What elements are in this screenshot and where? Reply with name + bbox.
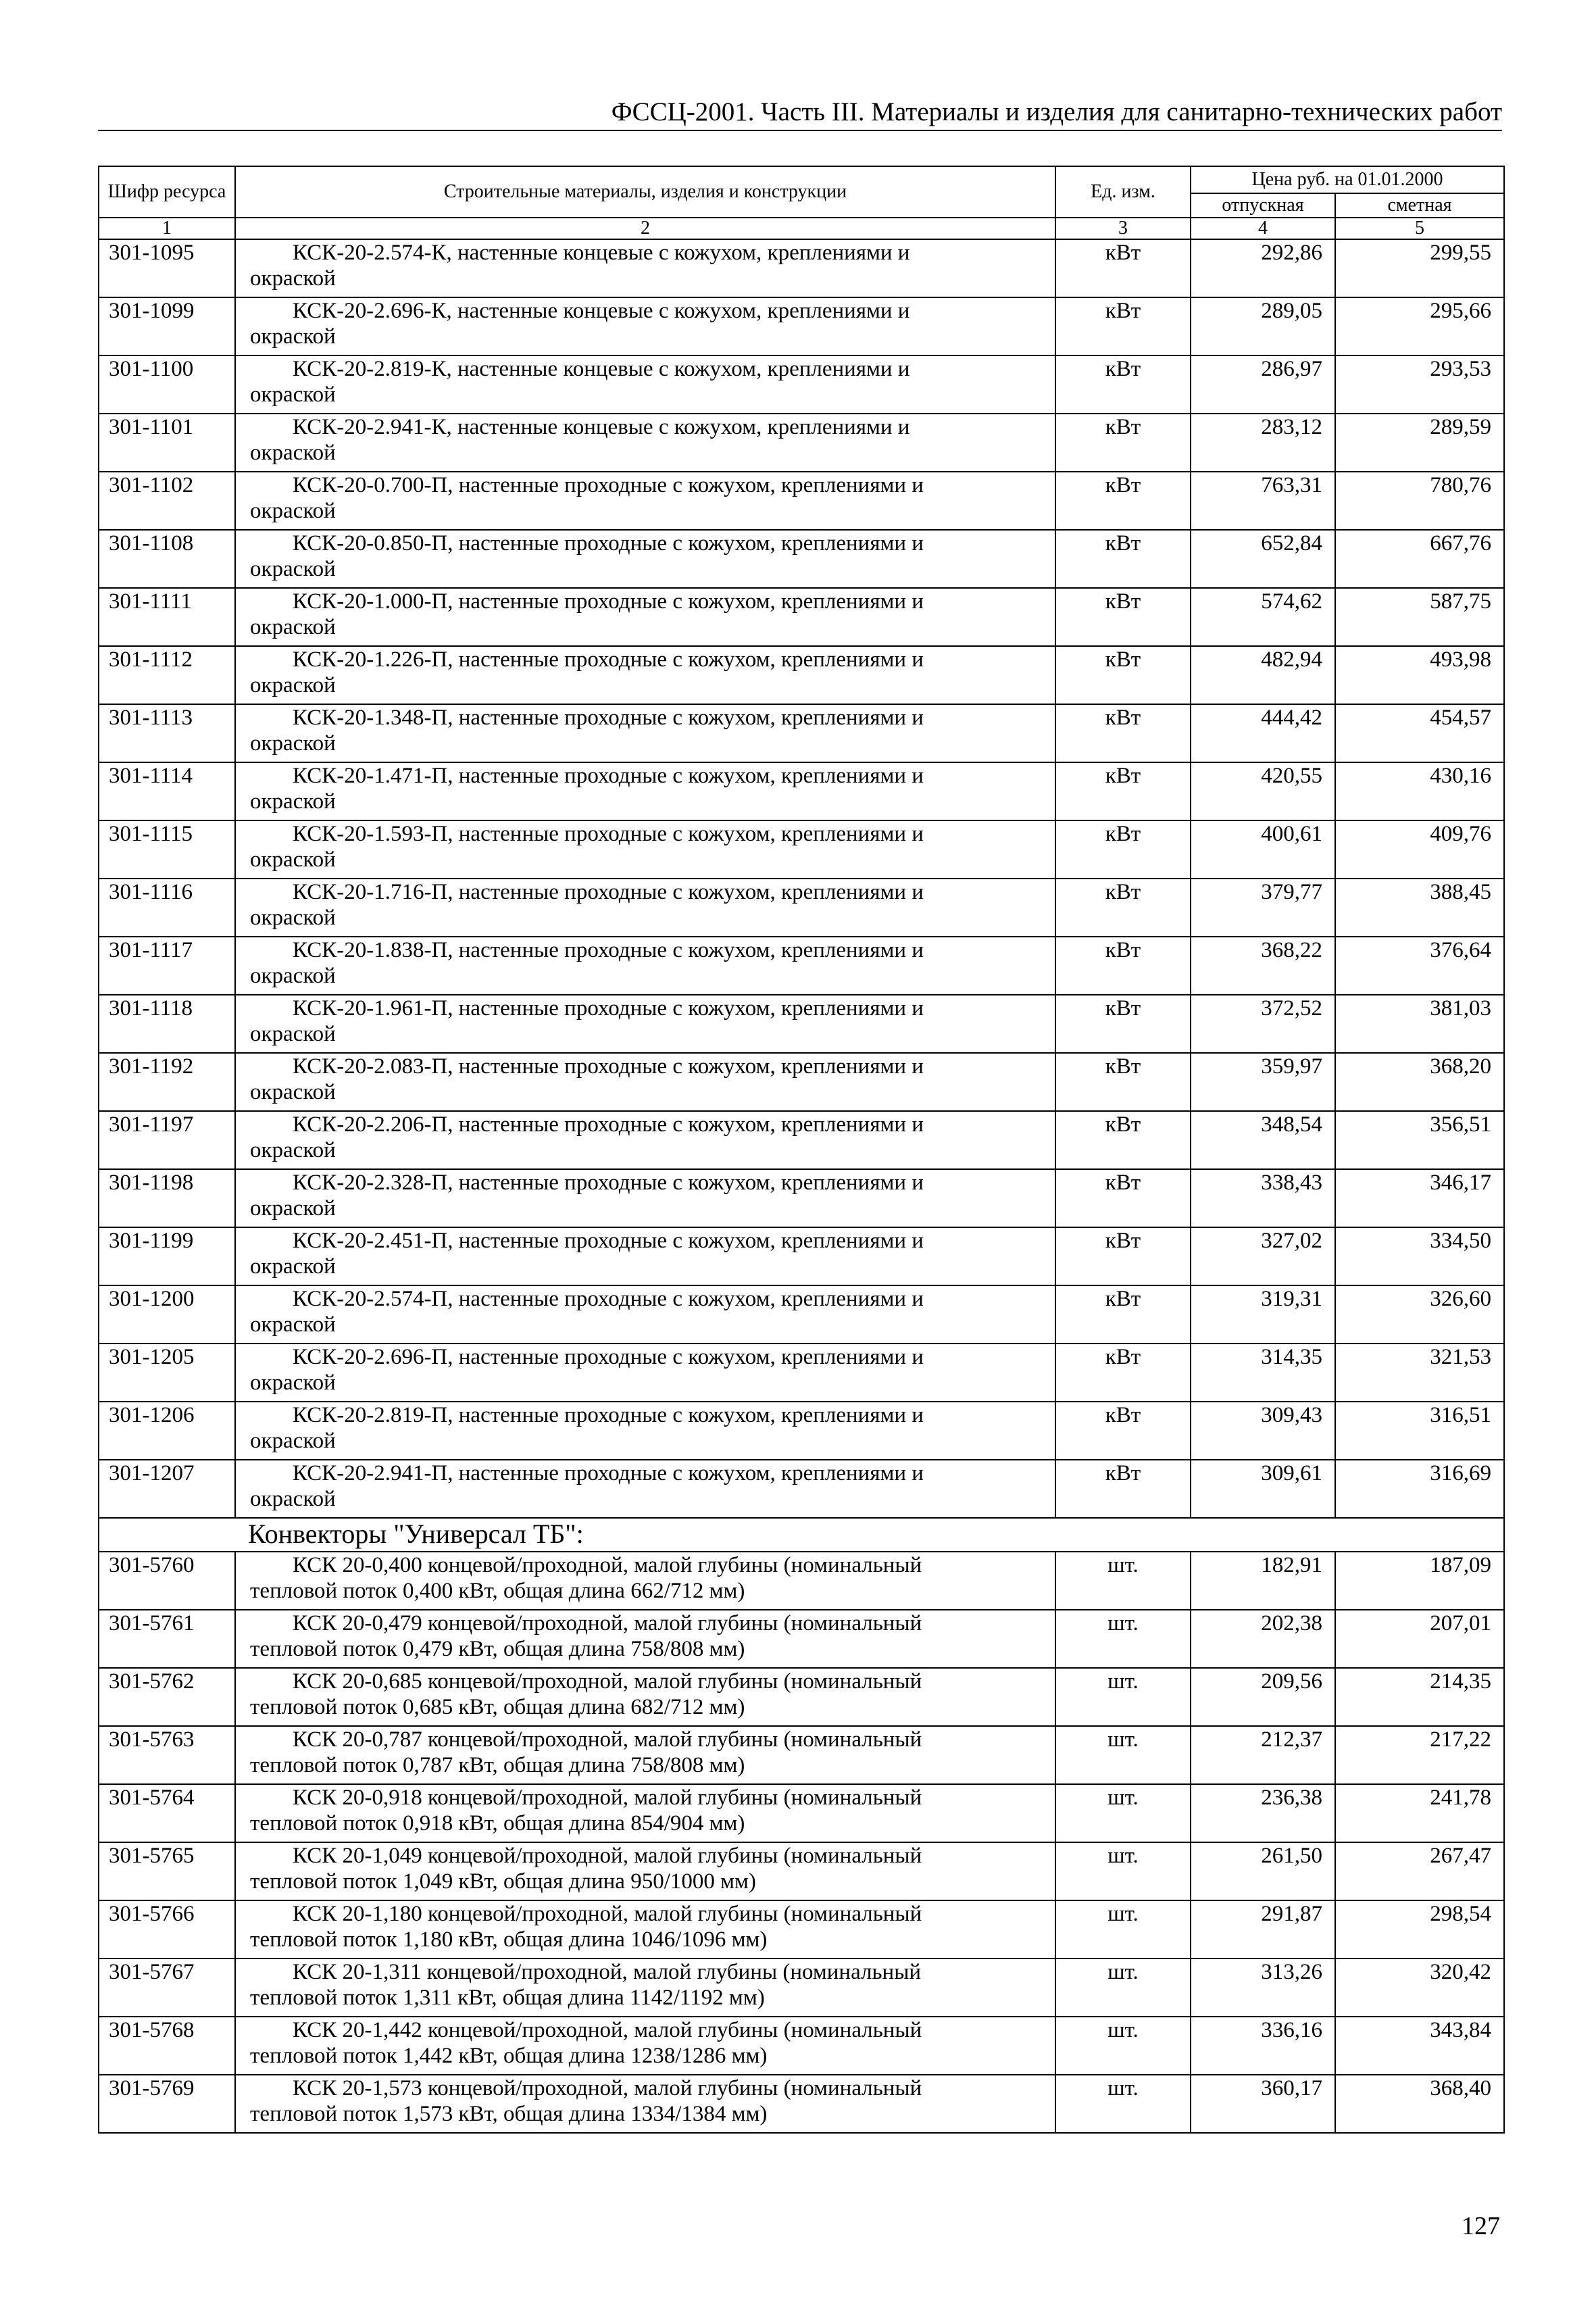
page-header-title: ФССЦ-2001. Часть III. Материалы и изделия для санитарно-технических работ [611,97,1502,126]
material-name [235,1726,1055,1784]
unit: шт. [1055,1726,1191,1784]
material-name-line1: КСК-20-1.000-П, настенные проходные с кожухом, креплениями и [293,589,924,614]
material-name [235,1285,1055,1344]
material-name [235,1227,1055,1285]
release-price: 338,43 [1191,1169,1335,1227]
unit: кВт [1055,239,1191,297]
release-price: 314,35 [1191,1344,1335,1402]
unit: кВт [1055,355,1191,414]
table-body-section-a [99,239,1504,1518]
table-row [99,1169,1504,1227]
material-name-line1: КСК 20-0,400 концевой/проходной, малой глубины (номинальный [293,1553,922,1577]
release-price: 283,12 [1191,414,1335,472]
column-index: 3 [1055,218,1191,239]
material-name [235,1610,1055,1668]
release-price: 372,52 [1191,995,1335,1053]
table-row [99,2017,1504,2075]
resource-code: 301-1118 [99,995,235,1053]
column-index-row [99,218,1504,239]
unit: шт. [1055,1784,1191,1842]
material-name [235,762,1055,820]
resource-code: 301-5764 [99,1784,235,1842]
resource-code: 301-5765 [99,1842,235,1900]
material-name-line2: тепловой поток 1,573 кВт, общая длина 1334/1384 мм) [250,2102,768,2126]
resource-code: 301-1206 [99,1402,235,1460]
material-name-line2: тепловой поток 1,442 кВт, общая длина 1238/1286 мм) [250,2044,768,2068]
col-header-release: отпускная [1191,193,1335,218]
estimate-price: 493,98 [1335,646,1504,704]
material-name-line2: тепловой поток 0,685 кВт, общая длина 682/712 мм) [250,1695,745,1719]
release-price: 400,61 [1191,820,1335,879]
estimate-price: 241,78 [1335,1784,1504,1842]
material-name [235,1842,1055,1900]
resource-code: 301-5761 [99,1610,235,1668]
release-price: 286,97 [1191,355,1335,414]
estimate-price: 356,51 [1335,1111,1504,1169]
unit: кВт [1055,762,1191,820]
col-header-code: Шифр ресурса [99,166,235,218]
material-name [235,355,1055,414]
material-name-line2: тепловой поток 0,787 кВт, общая длина 758/808 мм) [250,1753,745,1777]
release-price: 309,43 [1191,1402,1335,1460]
material-name-line2: окраской [250,1022,336,1046]
material-name-line2: окраской [250,615,336,639]
unit: кВт [1055,1053,1191,1111]
resource-code: 301-1095 [99,239,235,297]
column-index: 2 [235,218,1055,239]
resource-code: 301-5767 [99,1959,235,2017]
table-row [99,1959,1504,2017]
material-name-line2: тепловой поток 1,049 кВт, общая длина 950/1000 мм) [250,1869,756,1894]
material-name-line1: КСК-20-2.941-К, настенные концевые с кожухом, креплениями и [293,415,910,439]
material-name-line2: окраской [250,1487,336,1511]
material-name [235,1900,1055,1959]
unit: кВт [1055,1344,1191,1402]
unit: кВт [1055,820,1191,879]
table-row [99,588,1504,646]
resource-code: 301-1205 [99,1344,235,1402]
unit: шт. [1055,1900,1191,1959]
material-name [235,1959,1055,2017]
material-name-line1: КСК 20-1,311 концевой/проходной, малой глубины (номинальный [293,1960,922,1984]
material-name-line2: окраской [250,557,336,581]
release-price: 319,31 [1191,1285,1335,1344]
material-name [235,646,1055,704]
unit: кВт [1055,879,1191,937]
material-name-line1: КСК 20-0,787 концевой/проходной, малой глубины (номинальный [293,1727,922,1752]
table-row [99,704,1504,762]
material-name [235,588,1055,646]
table-row [99,1900,1504,1959]
material-name-line1: КСК-20-2.328-П, настенные проходные с кожухом, креплениями и [293,1171,924,1195]
resource-code: 301-1197 [99,1111,235,1169]
release-price: 182,91 [1191,1552,1335,1610]
unit: шт. [1055,1610,1191,1668]
release-price: 359,97 [1191,1053,1335,1111]
table-row [99,1842,1504,1900]
table-row [99,937,1504,995]
material-name-line2: окраской [250,324,336,349]
column-index: 4 [1191,218,1335,239]
unit: кВт [1055,1227,1191,1285]
resource-code: 301-5760 [99,1552,235,1610]
material-name-line2: окраской [250,673,336,697]
table-row [99,2075,1504,2133]
estimate-price: 298,54 [1335,1900,1504,1959]
release-price: 482,94 [1191,646,1335,704]
section-title: Конвекторы "Универсал ТБ": [99,1518,1504,1552]
material-name-line2: окраской [250,847,336,872]
material-name [235,995,1055,1053]
material-name-line1: КСК 20-0,685 концевой/проходной, малой глубины (номинальный [293,1669,922,1694]
estimate-price: 388,45 [1335,879,1504,937]
estimate-price: 343,84 [1335,2017,1504,2075]
resource-code: 301-1199 [99,1227,235,1285]
resource-code: 301-1200 [99,1285,235,1344]
material-name [235,937,1055,995]
material-name-line1: КСК 20-1,442 концевой/проходной, малой глубины (номинальный [293,2018,922,2042]
estimate-price: 320,42 [1335,1959,1504,2017]
unit: шт. [1055,1959,1191,2017]
unit: кВт [1055,414,1191,472]
material-name-line2: окраской [250,383,336,407]
release-price: 368,22 [1191,937,1335,995]
material-name-line1: КСК-20-2.819-К, настенные концевые с кожухом, креплениями и [293,357,910,381]
estimate-price: 293,53 [1335,355,1504,414]
resource-code: 301-1111 [99,588,235,646]
material-name-line2: окраской [250,499,336,523]
table-row [99,762,1504,820]
release-price: 313,26 [1191,1959,1335,2017]
material-name [235,239,1055,297]
material-name [235,2075,1055,2133]
unit: кВт [1055,704,1191,762]
estimate-price: 376,64 [1335,937,1504,995]
table-row [99,1402,1504,1460]
material-name-line1: КСК 20-1,180 концевой/проходной, малой глубины (номинальный [293,1902,922,1926]
material-name-line2: окраской [250,1138,336,1162]
estimate-price: 368,40 [1335,2075,1504,2133]
material-name-line1: КСК-20-1.961-П, настенные проходные с кожухом, креплениями и [293,996,924,1020]
section-row [99,1518,1504,1552]
unit: кВт [1055,1460,1191,1518]
estimate-price: 326,60 [1335,1285,1504,1344]
release-price: 209,56 [1191,1668,1335,1726]
table-row [99,530,1504,588]
table-row [99,995,1504,1053]
estimate-price: 299,55 [1335,239,1504,297]
release-price: 289,05 [1191,297,1335,355]
estimate-price: 295,66 [1335,297,1504,355]
material-name-line1: КСК 20-0,479 концевой/проходной, малой глубины (номинальный [293,1611,922,1635]
resource-code: 301-1207 [99,1460,235,1518]
table-row [99,1552,1504,1610]
material-name [235,1169,1055,1227]
col-header-price: Цена руб. на 01.01.2000 [1191,166,1504,193]
unit: кВт [1055,1169,1191,1227]
material-name-line1: КСК-20-2.696-К, настенные концевые с кожухом, креплениями и [293,299,910,323]
column-index: 1 [99,218,235,239]
resource-code: 301-1113 [99,704,235,762]
material-name [235,704,1055,762]
material-name-line1: КСК-20-1.226-П, настенные проходные с кожухом, креплениями и [293,647,924,672]
release-price: 574,62 [1191,588,1335,646]
material-name [235,1111,1055,1169]
page-header [98,95,1502,131]
table-row [99,1784,1504,1842]
material-name-line1: КСК 20-1,573 концевой/проходной, малой глубины (номинальный [293,2076,922,2100]
unit: кВт [1055,588,1191,646]
unit: кВт [1055,1285,1191,1344]
unit: шт. [1055,1552,1191,1610]
material-name-line1: КСК-20-2.451-П, настенные проходные с кожухом, креплениями и [293,1229,924,1253]
release-price: 444,42 [1191,704,1335,762]
material-name [235,1344,1055,1402]
material-name-line2: окраской [250,1429,336,1453]
material-name [235,414,1055,472]
table-row [99,1285,1504,1344]
material-name-line1: КСК-20-2.574-К, настенные концевые с кожухом, креплениями и [293,241,910,265]
material-name [235,472,1055,530]
estimate-price: 346,17 [1335,1169,1504,1227]
estimate-price: 267,47 [1335,1842,1504,1900]
table-row [99,646,1504,704]
table-row [99,472,1504,530]
material-name-line1: КСК-20-0.700-П, настенные проходные с кожухом, креплениями и [293,473,924,497]
estimate-price: 587,75 [1335,588,1504,646]
estimate-price: 289,59 [1335,414,1504,472]
material-name [235,1053,1055,1111]
material-name [235,1460,1055,1518]
release-price: 360,17 [1191,2075,1335,2133]
material-name-line1: КСК-20-2.696-П, настенные проходные с кожухом, креплениями и [293,1345,924,1369]
unit: кВт [1055,1111,1191,1169]
resource-code: 301-1198 [99,1169,235,1227]
release-price: 236,38 [1191,1784,1335,1842]
table-row [99,879,1504,937]
resource-code: 301-5768 [99,2017,235,2075]
table-row [99,1460,1504,1518]
release-price: 261,50 [1191,1842,1335,1900]
material-name-line1: КСК-20-2.206-П, настенные проходные с кожухом, креплениями и [293,1112,924,1137]
release-price: 309,61 [1191,1460,1335,1518]
page-number: 127 [1462,2212,1500,2240]
material-name-line1: КСК-20-2.941-П, настенные проходные с кожухом, креплениями и [293,1461,924,1485]
unit: кВт [1055,472,1191,530]
estimate-price: 334,50 [1335,1227,1504,1285]
column-index: 5 [1335,218,1504,239]
table-body-section-b [99,1552,1504,2133]
release-price: 202,38 [1191,1610,1335,1668]
material-name-line1: КСК-20-2.574-П, настенные проходные с кожухом, креплениями и [293,1287,924,1311]
estimate-price: 430,16 [1335,762,1504,820]
release-price: 327,02 [1191,1227,1335,1285]
unit: кВт [1055,297,1191,355]
unit: кВт [1055,646,1191,704]
table-row [99,414,1504,472]
resource-code: 301-1116 [99,879,235,937]
table-row [99,1111,1504,1169]
resource-code: 301-5763 [99,1726,235,1784]
col-header-estimate: сметная [1335,193,1504,218]
material-name-line1: КСК-20-2.819-П, настенные проходные с кожухом, креплениями и [293,1403,924,1427]
material-name-line1: КСК-20-0.850-П, настенные проходные с кожухом, креплениями и [293,531,924,556]
release-price: 379,77 [1191,879,1335,937]
material-name [235,2017,1055,2075]
estimate-price: 316,69 [1335,1460,1504,1518]
table-row [99,1668,1504,1726]
material-name [235,820,1055,879]
resource-code: 301-1100 [99,355,235,414]
col-header-name: Строительные материалы, изделия и конструкции [235,166,1055,218]
table-row [99,1344,1504,1402]
unit: шт. [1055,1668,1191,1726]
material-name [235,530,1055,588]
estimate-price: 667,76 [1335,530,1504,588]
material-name-line1: КСК-20-1.593-П, настенные проходные с кожухом, креплениями и [293,822,924,846]
price-table [98,166,1505,2134]
estimate-price: 207,01 [1335,1610,1504,1668]
estimate-price: 217,22 [1335,1726,1504,1784]
table-row [99,1610,1504,1668]
resource-code: 301-5766 [99,1900,235,1959]
material-name-line2: окраской [250,1371,336,1395]
table-row [99,355,1504,414]
release-price: 348,54 [1191,1111,1335,1169]
table-row [99,239,1504,297]
release-price: 292,86 [1191,239,1335,297]
estimate-price: 187,09 [1335,1552,1504,1610]
material-name-line2: окраской [250,964,336,988]
resource-code: 301-1117 [99,937,235,995]
release-price: 652,84 [1191,530,1335,588]
release-price: 336,16 [1191,2017,1335,2075]
estimate-price: 321,53 [1335,1344,1504,1402]
material-name-line2: окраской [250,1196,336,1221]
resource-code: 301-1115 [99,820,235,879]
material-name-line2: окраской [250,731,336,756]
material-name-line1: КСК-20-1.348-П, настенные проходные с кожухом, креплениями и [293,706,924,730]
estimate-price: 316,51 [1335,1402,1504,1460]
material-name [235,1668,1055,1726]
material-name-line1: КСК 20-1,049 концевой/проходной, малой глубины (номинальный [293,1844,922,1868]
material-name [235,1552,1055,1610]
estimate-price: 214,35 [1335,1668,1504,1726]
resource-code: 301-1108 [99,530,235,588]
resource-code: 301-1192 [99,1053,235,1111]
resource-code: 301-1102 [99,472,235,530]
material-name-line1: КСК-20-1.471-П, настенные проходные с кожухом, креплениями и [293,764,924,788]
material-name-line1: КСК-20-1.838-П, настенные проходные с кожухом, креплениями и [293,938,924,962]
release-price: 291,87 [1191,1900,1335,1959]
material-name-line2: окраской [250,1080,336,1104]
col-header-unit: Ед. изм. [1055,166,1191,218]
release-price: 763,31 [1191,472,1335,530]
table-row [99,297,1504,355]
material-name [235,1784,1055,1842]
release-price: 212,37 [1191,1726,1335,1784]
release-price: 420,55 [1191,762,1335,820]
material-name-line1: КСК-20-1.716-П, настенные проходные с кожухом, креплениями и [293,880,924,904]
table-row [99,1227,1504,1285]
material-name-line2: тепловой поток 1,311 кВт, общая длина 1142/1192 мм) [250,1986,765,2010]
material-name-line2: окраской [250,441,336,465]
material-name-line2: окраской [250,1312,336,1337]
estimate-price: 409,76 [1335,820,1504,879]
material-name [235,1402,1055,1460]
resource-code: 301-1099 [99,297,235,355]
table-row [99,1053,1504,1111]
unit: кВт [1055,937,1191,995]
material-name-line1: КСК 20-0,918 концевой/проходной, малой глубины (номинальный [293,1786,922,1810]
unit: кВт [1055,1402,1191,1460]
resource-code: 301-5762 [99,1668,235,1726]
estimate-price: 780,76 [1335,472,1504,530]
material-name-line2: тепловой поток 0,400 кВт, общая длина 662/712 мм) [250,1579,745,1603]
material-name [235,879,1055,937]
unit: кВт [1055,530,1191,588]
unit: шт. [1055,2075,1191,2133]
material-name-line2: тепловой поток 0,918 кВт, общая длина 854/904 мм) [250,1811,745,1836]
material-name-line2: тепловой поток 0,479 кВт, общая длина 758/808 мм) [250,1637,745,1661]
material-name-line2: окраской [250,906,336,930]
unit: кВт [1055,995,1191,1053]
resource-code: 301-1112 [99,646,235,704]
material-name-line2: окраской [250,789,336,814]
material-name-line2: окраской [250,1254,336,1279]
material-name-line2: окраской [250,266,336,291]
resource-code: 301-1114 [99,762,235,820]
material-name-line1: КСК-20-2.083-П, настенные проходные с кожухом, креплениями и [293,1054,924,1079]
estimate-price: 368,20 [1335,1053,1504,1111]
material-name [235,297,1055,355]
unit: шт. [1055,2017,1191,2075]
resource-code: 301-5769 [99,2075,235,2133]
table-row [99,1726,1504,1784]
resource-code: 301-1101 [99,414,235,472]
unit: шт. [1055,1842,1191,1900]
table-row [99,820,1504,879]
estimate-price: 454,57 [1335,704,1504,762]
material-name-line2: тепловой поток 1,180 кВт, общая длина 1046/1096 мм) [250,1927,768,1952]
estimate-price: 381,03 [1335,995,1504,1053]
